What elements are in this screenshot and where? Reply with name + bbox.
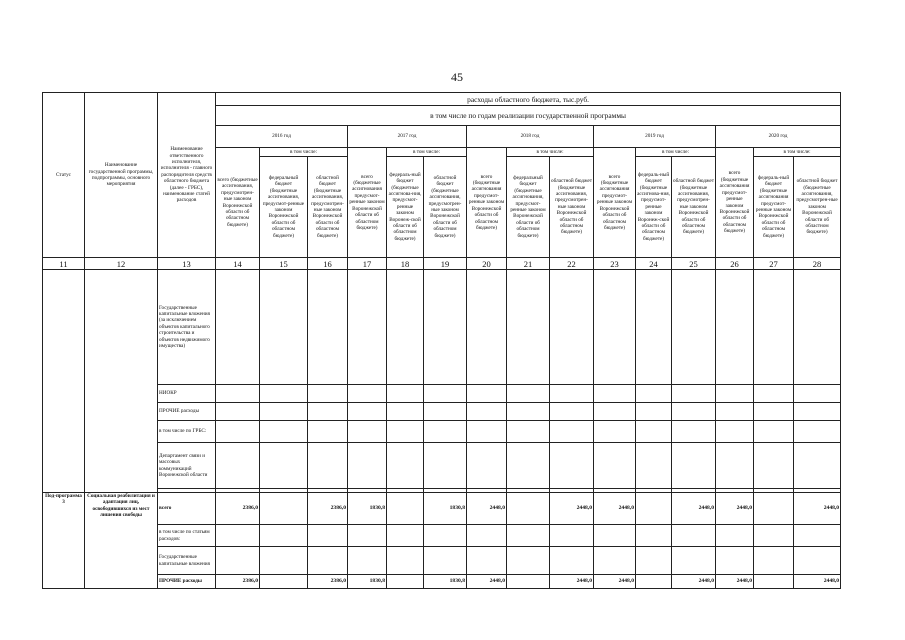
header-federal-2016: федеральный бюджет (бюджетные ассигнования, предусмот-ренные законом Воронежской области об областном бюджете): [260, 157, 308, 258]
cell-other-2016-reg: 2386,0: [308, 575, 348, 589]
table-row: [43, 403, 841, 421]
header-including-2020: в том числе:: [754, 148, 841, 157]
table-row: [43, 443, 841, 489]
cell-total-2018-fed: [507, 493, 550, 525]
col-number: 25: [672, 258, 716, 270]
header-grbs: Наименование ответственного исполнителя, исполнителя - главного распорядителя средств областного бюджета (далее - ГРБС), наименование статей расходов: [158, 93, 216, 258]
cell-total-2020-all: 2448,0: [716, 493, 754, 525]
cell-total-2018-reg: 2448,0: [550, 493, 594, 525]
col-number: 20: [467, 258, 507, 270]
header-including-2019: в том числе:: [636, 148, 716, 157]
header-federal-2017: федераль-ный бюджет (бюджетные ассигнова-ния, предусмот-ренные законом Воронеж-ской области об областном бюджете): [387, 157, 424, 258]
header-regional-2016: областной бюджет (бюджетные ассигнования, предусмотрен-ные законом Воронежской области об областном бюджете): [308, 157, 348, 258]
col-number: 24: [636, 258, 672, 270]
header-year-2018: 2018 год: [467, 126, 594, 148]
col-number: 28: [794, 258, 841, 270]
col-number: 12: [85, 258, 158, 270]
budget-table: [42, 92, 841, 589]
cell-other-2016-all: 2386,0: [216, 575, 260, 589]
row-label-other: ПРОЧИЕ расходы: [158, 403, 216, 421]
cell-other-2019-reg: 2448,0: [672, 575, 716, 589]
header-regional-2017: областной бюджет (бюджетные ассигнования, предусмотрен-ные законом Воронежской области об областном бюджете): [424, 157, 467, 258]
table-row: [43, 493, 841, 525]
cell-other-2019-all: 2448,0: [594, 575, 636, 589]
header-total-2016: всего (бюджетные ассигнования, предусмотрен-ные законом Воронежской области об областном бюджете): [216, 148, 260, 258]
row-label-dept: Департамент связи и массовых коммуникаций Воронежской области: [158, 443, 216, 489]
cell-other-2017-fed: [387, 575, 424, 589]
row-label-other2: ПРОЧИЕ расходы: [158, 575, 216, 589]
cell-other-2019-fed: [636, 575, 672, 589]
header-year-2019: 2019 год: [594, 126, 716, 148]
header-regional-2018: областной бюджет (бюджетные ассигнования, предусмотрен-ные законом Воронежской области об областном бюджете): [550, 157, 594, 258]
header-status: Статус: [43, 93, 85, 258]
col-number: 26: [716, 258, 754, 270]
cell-total-2019-all: 2448,0: [594, 493, 636, 525]
table-row: [43, 575, 841, 589]
row-label-total: всего: [158, 493, 216, 525]
header-federal-2018: федеральный бюджет (бюджетные ассигнования, предусмот-ренные законом Воронежской области об областном бюджете): [507, 157, 550, 258]
header-expenses: расходы областного бюджета, тыс.руб.: [216, 93, 841, 106]
header-federal-2020: федераль-ный бюджет (бюджетные ассигнования предусмот-ренные законом Воронежской области об областном бюджете): [754, 157, 794, 258]
cell-other-2018-fed: [507, 575, 550, 589]
header-total-2020: всего (бюджетные ассигнования предусмот-ренные законом Воронежской области об областном бюджете): [716, 148, 754, 258]
col-number: 22: [550, 258, 594, 270]
col-number: 27: [754, 258, 794, 270]
cell-total-2019-fed: [636, 493, 672, 525]
header-regional-2019: областной бюджет (бюджетные ассигнования, предусмотрен-ные законом Воронежской области об областном бюджете): [672, 157, 716, 258]
cell-other-2016-fed: [260, 575, 308, 589]
row-label-niokr: НИОКР: [158, 385, 216, 403]
col-number: 21: [507, 258, 550, 270]
header-year-2017: 2017 год: [348, 126, 467, 148]
cell-total-2020-reg: 2448,0: [794, 493, 841, 525]
header-program-name: Наименование государственной программы, подпрограммы, основного мероприятия: [85, 93, 158, 258]
col-number: 11: [43, 258, 85, 270]
cell-other-2018-reg: 2448,0: [550, 575, 594, 589]
row-sub-status: Под-программа 3: [43, 493, 85, 589]
cell-total-2017-fed: [387, 493, 424, 525]
cell-other-2017-reg: 1830,8: [424, 575, 467, 589]
col-number: 19: [424, 258, 467, 270]
table-row: [43, 385, 841, 403]
column-number-row: [43, 258, 841, 270]
cell-total-2017-reg: 1830,8: [424, 493, 467, 525]
cell-total-2018-all: 2448,0: [467, 493, 507, 525]
header-federal-2019: федераль-ный бюджет (бюджетные ассигнова-ния, предусмот-ренные законом Воронеж-ской области об областном бюджете): [636, 157, 672, 258]
col-number: 15: [260, 258, 308, 270]
row-label-incl-grbs: в том числе по ГРБС:: [158, 421, 216, 443]
cell-total-2016-all: 2386,0: [216, 493, 260, 525]
row-label-incl-items: в том числе по статьям расходов:: [158, 525, 216, 547]
cell-total-2019-reg: 2448,0: [672, 493, 716, 525]
header-regional-2020: областной бюджет (бюджетные ассигнования, предусмотрен-ные законом Воронежской области об областном бюджете): [794, 157, 841, 258]
cell-total-2016-reg: 2386,0: [308, 493, 348, 525]
col-number: 14: [216, 258, 260, 270]
budget-table-sheet: [42, 92, 840, 607]
cell-other-2020-reg: 2448,0: [794, 575, 841, 589]
header-year-2016: 2016 год: [216, 126, 348, 148]
header-total-2019: всего (бюджетные ассигнования предусмот-ренные законом Воронежской области об областном бюджете): [594, 148, 636, 258]
cell-other-2020-fed: [754, 575, 794, 589]
header-including-2017: в том числе:: [387, 148, 467, 157]
header-total-2018: всего (бюджетные ассигнования предусмот-ренные законом Воронежской области об областном бюджете): [467, 148, 507, 258]
row-label-capital: Государственные капитальные вложения (за исключением объектов капитального строительства и объектов недвижимого имущества): [158, 270, 216, 385]
page-number: 45: [451, 70, 463, 84]
cell-other-2017-all: 1830,8: [348, 575, 387, 589]
col-number: 16: [308, 258, 348, 270]
table-row: [43, 421, 841, 443]
header-including-2018: в том числе:: [507, 148, 594, 157]
header-year-2020: 2020 год: [716, 126, 841, 148]
row-sub-name: Социальная реабилитация и адаптация лиц, освободившихся из мест лишения свободы: [85, 493, 158, 589]
table-row: [43, 525, 841, 547]
col-number: 13: [158, 258, 216, 270]
cell-total-2016-fed: [260, 493, 308, 525]
header-by-years: в том числе по годам реализации государственной программы: [216, 106, 841, 126]
table-row: [43, 270, 841, 385]
col-number: 23: [594, 258, 636, 270]
header-total-2017: всего (бюджетные ассигнования предусмот-ренные законом Воронежской области об областном бюджете): [348, 148, 387, 258]
row-label-capital2: Государственные капитальные вложения: [158, 547, 216, 575]
header-including-2016: в том числе:: [260, 148, 348, 157]
col-number: 17: [348, 258, 387, 270]
cell-other-2018-all: 2448,0: [467, 575, 507, 589]
cell-total-2020-fed: [754, 493, 794, 525]
cell-other-2020-all: 2448,0: [716, 575, 754, 589]
table-row: [43, 547, 841, 575]
cell-total-2017-all: 1830,8: [348, 493, 387, 525]
col-number: 18: [387, 258, 424, 270]
